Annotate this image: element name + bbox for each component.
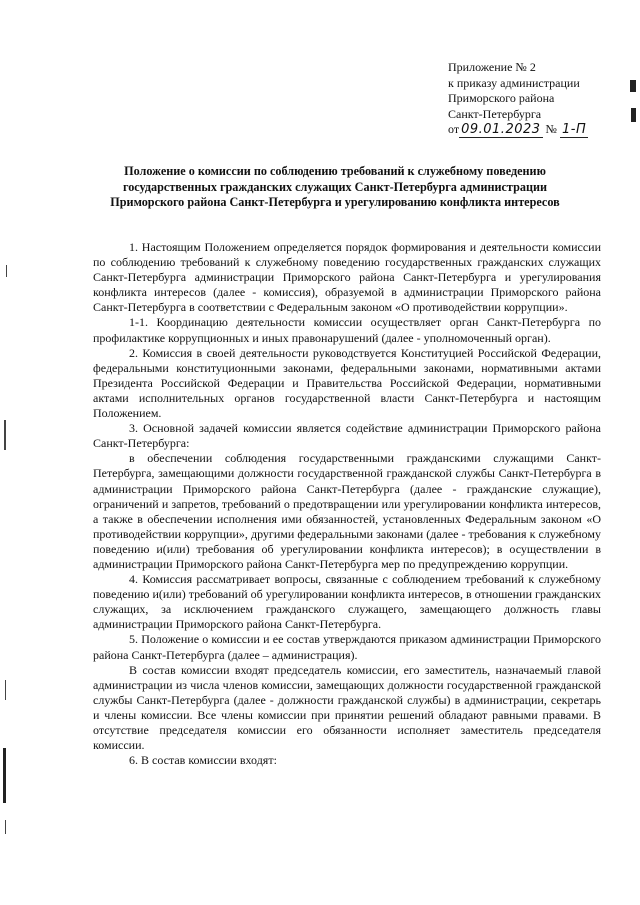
scan-edge-line	[4, 420, 6, 450]
document-body	[93, 240, 601, 768]
paragraph-5: 5. Положение о комиссии и ее состав утверждаются приказом администрации Приморского района Санкт-Петербурга (далее – администрация).	[93, 632, 601, 662]
order-date: 09.01.2023	[461, 122, 541, 137]
document-title: Положение о комиссии по соблюдению требований к служебному поведению государственных гражданских служащих Санкт-Петербурга администрации Приморского района Санкт-Петербурга и урегулированию конфликта интересов	[110, 164, 560, 209]
paragraph-3: 3. Основной задачей комиссии является содействие администрации Приморского района Санкт-Петербурга:	[93, 421, 601, 451]
paragraph-3-sub: в обеспечении соблюдения государственными гражданскими служащими Санкт-Петербурга, замещающими должности государственной гражданской службы Санкт-Петербурга в администрации Приморского района Санкт-Петербурга (далее - гражданские служащие), ограничений и запретов, требований о предотвращении или урегулировании конфликта интересов, а также в обеспечении исполнения ими обязанностей, установленных Федеральным законом «О противодействии коррупции», другими федеральными законами (далее - требования к служебному поведению и(или) требования об урегулировании конфликта интересов); в осуществлении в администрации Приморского района Санкт-Петербурга мер по предупреждению коррупции.	[93, 451, 601, 571]
scan-edge-mark	[3, 748, 6, 803]
paragraph-5-sub: В состав комиссии входят председатель комиссии, его заместитель, назначаемый главой администрации из числа членов комиссии, замещающих должности государственной гражданской службы Санкт-Петербурга (далее - должности гражданской службы) в администрации, секретарь и члены комиссии. Все члены комиссии при принятии решений обладают равными правами. В отсутствие председателя комиссии его обязанности исполняет заместитель председателя комиссии.	[93, 662, 601, 753]
paragraph-6: 6. В состав комиссии входят:	[129, 753, 277, 768]
date-prefix: от	[448, 122, 460, 136]
paragraph-4: 4. Комиссия рассматривает вопросы, связанные с соблюдением требований к служебному поведению и(или) требований об урегулировании конфликта интересов, в отношении гражданских служащих, за исключением гражданского служащего, замещающего должность главы администрации Приморского района Санкт-Петербурга.	[93, 572, 601, 632]
paragraph-1-1: 1-1. Координацию деятельности комиссии осуществляет орган Санкт-Петербурга по профилактике коррупционных и иных правонарушений (далее - уполномоченный орган).	[93, 315, 601, 345]
paragraph-1: 1. Настоящим Положением определяется порядок формирования и деятельности комиссии по соблюдению требований к служебному поведению государственных гражданских служащих Санкт-Петербурга администрации Приморского района Санкт-Петербурга и урегулирования конфликта интересов (далее - комиссия), образуемой в администрации Приморского района Санкт-Петербурга в соответствии с Федеральным законом «О противодействии коррупции».	[93, 240, 601, 315]
scan-edge-mark	[630, 80, 636, 92]
appendix-line-3: Приморского района	[448, 91, 555, 105]
number-prefix: №	[545, 122, 557, 136]
scan-edge-line	[5, 820, 6, 834]
order-number: 1-П	[561, 122, 587, 137]
appendix-line-2: к приказу администрации	[448, 75, 580, 90]
scan-edge-line	[5, 680, 6, 700]
appendix-line-1: Приложение № 2	[448, 60, 536, 74]
scan-edge-mark	[631, 108, 636, 122]
appendix-date-line	[448, 122, 628, 138]
appendix-line-4: Санкт-Петербурга	[448, 106, 542, 121]
paragraph-2: 2. Комиссия в своей деятельности руководствуется Конституцией Российской Федерации, федеральными конституционными законами, федеральными законами, нормативными актами Президента Российской Федерации и Правительства Российской Федерации, нормативными актами исполнительных органов государственной власти Санкт-Петербурга и настоящим Положением.	[93, 345, 601, 421]
scan-edge-line	[6, 265, 7, 277]
appendix-block	[448, 60, 628, 138]
